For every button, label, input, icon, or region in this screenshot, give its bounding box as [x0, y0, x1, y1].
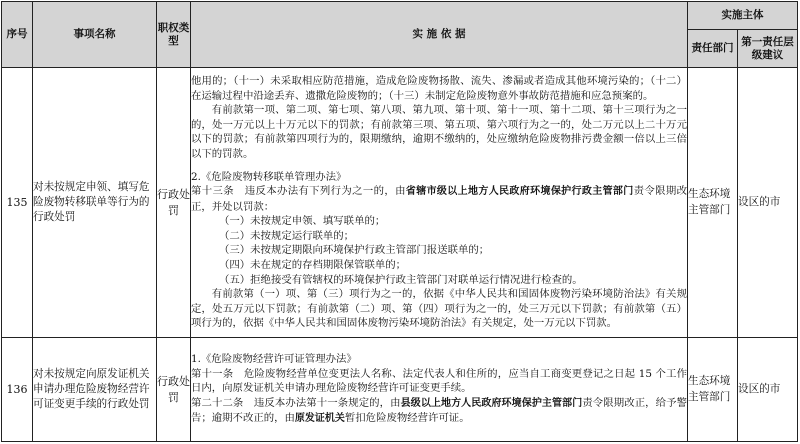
responsible-authority: 县级以上地方人民政府环境保护主管部门	[400, 397, 583, 409]
row-item-name: 对未按规定向原发证机关申请办理危险废物经营许可证变更手续的行政处罚	[33, 338, 157, 442]
basis-text: 责令限期改正，给予警告；逾期不改正的，由	[191, 396, 688, 425]
table-row	[2, 68, 798, 338]
row-responsible-dept: 生态环境主管部门	[688, 68, 738, 338]
row-power-type: 行政处罚	[157, 338, 191, 442]
row-first-responsibility: 设区的市	[738, 68, 798, 338]
basis-law-title: 2.《危险废物转移联单管理办法》	[191, 170, 347, 183]
basis-list-item: （一）未按规定申领、填写联单的；	[219, 215, 386, 228]
admin-penalty-table	[1, 1, 798, 442]
basis-text: 暂扣危险废物经营许可证。	[344, 412, 470, 425]
responsible-authority: 省辖市级以上地方人民政府环境保护行政主管部门	[405, 186, 634, 198]
row-responsible-dept: 生态环境主管部门	[688, 338, 738, 442]
header-seq: 序号	[2, 2, 33, 68]
basis-list-item: （五）拒绝接受有管辖权的环境保护行政主管部门对联单运行情况进行检查的。	[219, 273, 583, 286]
basis-paragraph: 第十一条 危险废物经营单位变更法人名称、法定代表人和住所的，应当自工商变更登记之日起 15 个工作日内，向原发证机关申请办理危险废物经营许可证变更手续。	[191, 367, 687, 395]
header-item-name: 事项名称	[33, 2, 157, 68]
table-row	[2, 338, 798, 442]
header-power-type: 职权类型	[157, 2, 191, 68]
basis-article	[191, 396, 687, 427]
issuing-authority: 原发证机关	[294, 413, 345, 425]
row-power-type: 行政处罚	[157, 68, 191, 338]
row-seq: 135	[2, 68, 33, 338]
header-first-responsibility: 第一责任层级建议	[738, 30, 798, 68]
header-subject: 实施主体	[688, 2, 798, 30]
header-basis: 实 施 依 据	[191, 2, 688, 68]
basis-text: 第十三条 违反本办法有下列行为之一的，由	[191, 185, 406, 198]
basis-list-item: （二）未按规定运行联单的；	[219, 229, 355, 242]
row-basis	[191, 68, 688, 338]
basis-article	[191, 184, 687, 214]
basis-paragraph: 有前款第一项、第二项、第七项、第八项、第九项、第十项、第十一项、第十二项、第十三项行为之一的，处一万元以上十万元以下的罚款；有前款第三项、第五项、第六项行为之一的，处二万元以上二十万元以下的罚款；有前款第四项行为的，限期缴纳，逾期不缴纳的，处应缴纳危险废物排污费金额一倍以上三倍以下的罚款。	[191, 104, 687, 160]
basis-text: 责令限期改正，并处以罚款：	[191, 185, 688, 213]
basis-law-title: 1.《危险废物经营许可证管理办法》	[191, 353, 357, 366]
row-item-name: 对未按规定申领、填写危险废物转移联单等行为的行政处罚	[33, 68, 157, 338]
row-first-responsibility: 设区的市	[738, 338, 798, 442]
row-basis	[191, 338, 688, 442]
basis-list-item: （四）未在规定的存档期限保管联单的；	[219, 259, 407, 272]
basis-paragraph: 有前款第（一）项、第（三）项行为之一的，依据《中华人民共和国固体废物污染环境防治法》有关规定，处五万元以下罚款；有前款第（二）项、第（四）项行为之一的，处三万元以下罚款；有前款第（五）项行为的，依据《中华人民共和国固体废物污染环境防治法》有关规定，处一万元以下罚款。	[191, 288, 687, 330]
basis-paragraph: 他用的；（十一）未采取相应防范措施，造成危险废物扬散、流失、渗漏或者造成其他环境污染的；（十二）在运输过程中沿途丢弃、遗撒危险废物的；（十三）未制定危险废物意外事故防范措施和应急预案的。	[191, 74, 687, 102]
basis-text: 第二十二条 违反本办法第十一条规定的，由	[191, 396, 401, 409]
row-seq: 136	[2, 338, 33, 442]
header-row	[2, 2, 798, 30]
basis-list-item: （三）未按规定期限向环境保护行政主管部门报送联单的；	[219, 244, 490, 257]
header-responsible-dept: 责任部门	[688, 30, 738, 68]
